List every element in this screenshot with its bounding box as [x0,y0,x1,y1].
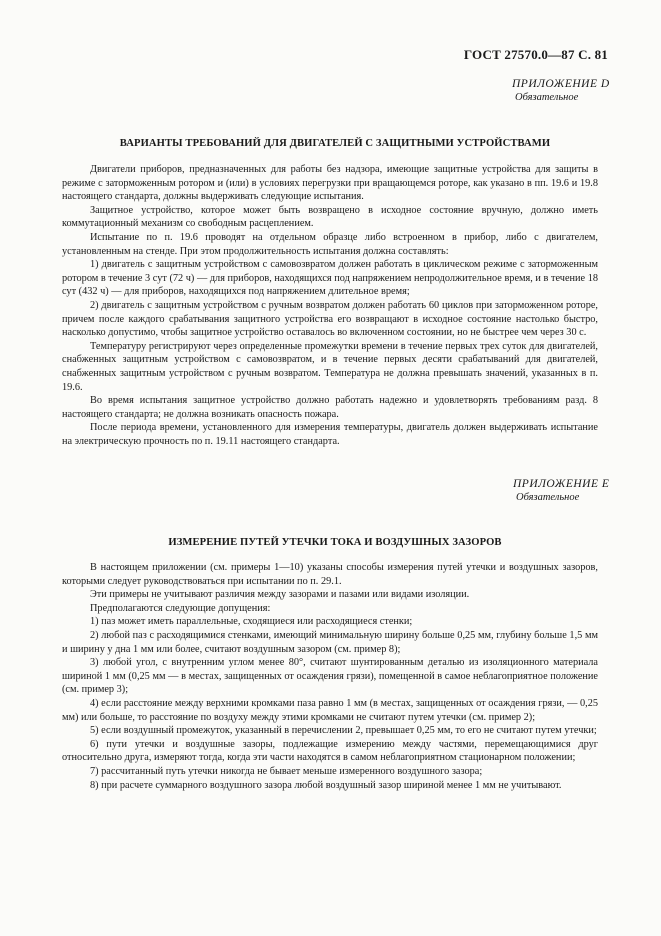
annex-d-label-block [512,78,610,104]
list-item: 6) пути утечки и воздушные зазоры, подлежащие измерению между частями, перемещающимися друг относительно друга, измеряют тогда, когда эти части находятся в самом неблагоприятном стационарном положении; [62,738,598,764]
annex-e-label-block [513,478,609,504]
page-header: ГОСТ 27570.0—87 С. 81 [463,47,608,62]
annex-d-status: Обязательное [515,92,579,103]
list-item: 5) если воздушный промежуток, указанный в перечислении 2, превышает 0,25 мм, то его не считают путем утечки; [90,725,597,737]
list-item: 7) рассчитанный путь утечки никогда не бывает меньше измеренного воздушного зазора; [90,765,483,777]
annex-e-title: ИЗМЕРЕНИЕ ПУТЕЙ УТЕЧКИ ТОКА И ВОЗДУШНЫХ ЗАЗОРОВ [168,537,502,548]
annex-d-title: ВАРИАНТЫ ТРЕБОВАНИЙ ДЛЯ ДВИГАТЕЛЕЙ С ЗАЩИТНЫМИ УСТРОЙСТВАМИ [119,138,551,149]
paragraph: Во время испытания защитное устройство должно работать надежно и удовлетворять требованиям разд. 8 настоящего стандарта; не должна возникать опасность пожара. [62,395,598,420]
list-item: 4) если расстояние между верхними кромками паза равно 1 мм (в местах, защищенных от осаждения грязи, — 0,25 мм) или больше, то расстояние по воздуху между этими кромками не считают путем утечки (см. пример 2); [62,697,598,723]
paragraph: Предполагаются следующие допущения: [90,602,271,614]
list-item: 1) двигатель с защитным устройством с самовозвратом должен работать в циклическом режиме с заторможенным ротором в течение 3 сут (72 ч) — для приборов, находящихся под напряжением непродолжительное время, и в течение 18 сут (432 ч) — для приборов, находящихся под напряжением длительное время; [62,259,598,298]
list-item: 8) при расчете суммарного воздушного зазора любой воздушный зазор шириной менее 1 мм не учитывают. [90,779,562,791]
list-item: 2) любой паз с расходящимися стенками, имеющий минимальную ширину больше 0,25 мм, глубину больше 1,5 мм и ширину у дна 1 мм или более, считают воздушным зазором (см. пример 8); [62,629,598,655]
annex-d-label: ПРИЛОЖЕНИЕ D [512,78,610,90]
paragraph: Защитное устройство, которое может быть возвращено в исходное состояние вручную, должно иметь коммутационный механизм со свободным расцеплением. [62,204,598,230]
annex-e-label: ПРИЛОЖЕНИЕ Е [513,478,610,490]
annex-e-body [62,561,598,792]
paragraph: Двигатели приборов, предназначенных для работы без надзора, имеющие защитные устройства для защиты в режиме с заторможенным ротором и (или) в условиях перегрузки при вращающемся роторе, как указано в пп. 19.6 и 19.8 настоящего стандарта, должны выдерживать следующие испытания. [62,164,598,203]
annex-e-status: Обязательное [516,492,580,503]
list-item: 2) двигатель с защитным устройством с ручным возвратом должен работать 60 циклов при заторможенном роторе, причем после каждого срабатывания защитного устройства его возвращают в исходное состояние настолько быстро, насколько допустимо, чтобы защитное устройство оставалось во включенном состоянии, но не быстрее чем через 30 с. [62,299,598,339]
paragraph: В настоящем приложении (см. примеры 1—10) указаны способы измерения путей утечки и воздушных зазоров, которыми следует руководствоваться при испытании по п. 29.1. [62,562,598,587]
list-item: 1) паз может иметь параллельные, сходящиеся или расходящиеся стенки; [90,616,413,628]
paragraph: Температуру регистрируют через определенные промежутки времени в течение первых трех суток для двигателей, снабженных защитным устройством с самовозвратом, и в течение первых десяти срабатываний для двигателей, снабженных защитным устройством с ручным возвратом. Температура не должна превышать значений, указанных в п. 19.6. [62,340,598,393]
paragraph: Эти примеры не учитывают различия между зазорами и пазами или видами изоляции. [90,589,470,601]
paragraph: После периода времени, установленного для измерения температуры, двигатель должен выдерживать испытание на электрическую прочность по п. 19.11 настоящего стандарта. [62,422,598,447]
list-item: 3) любой угол, с внутренним углом менее 80°, считают шунтированным деталью из изоляционного материала шириной 1 мм (0,25 мм — в местах, защищенных от осаждения грязи), помещенной в самое неблагоприятное положение (см. пример 3); [62,657,598,696]
annex-d-body [62,163,598,448]
paragraph: Испытание по п. 19.6 проводят на отдельном образце либо встроенном в прибор, либо с двигателем, установленным на стенде. При этом продолжительность испытания должна составлять: [62,231,598,257]
